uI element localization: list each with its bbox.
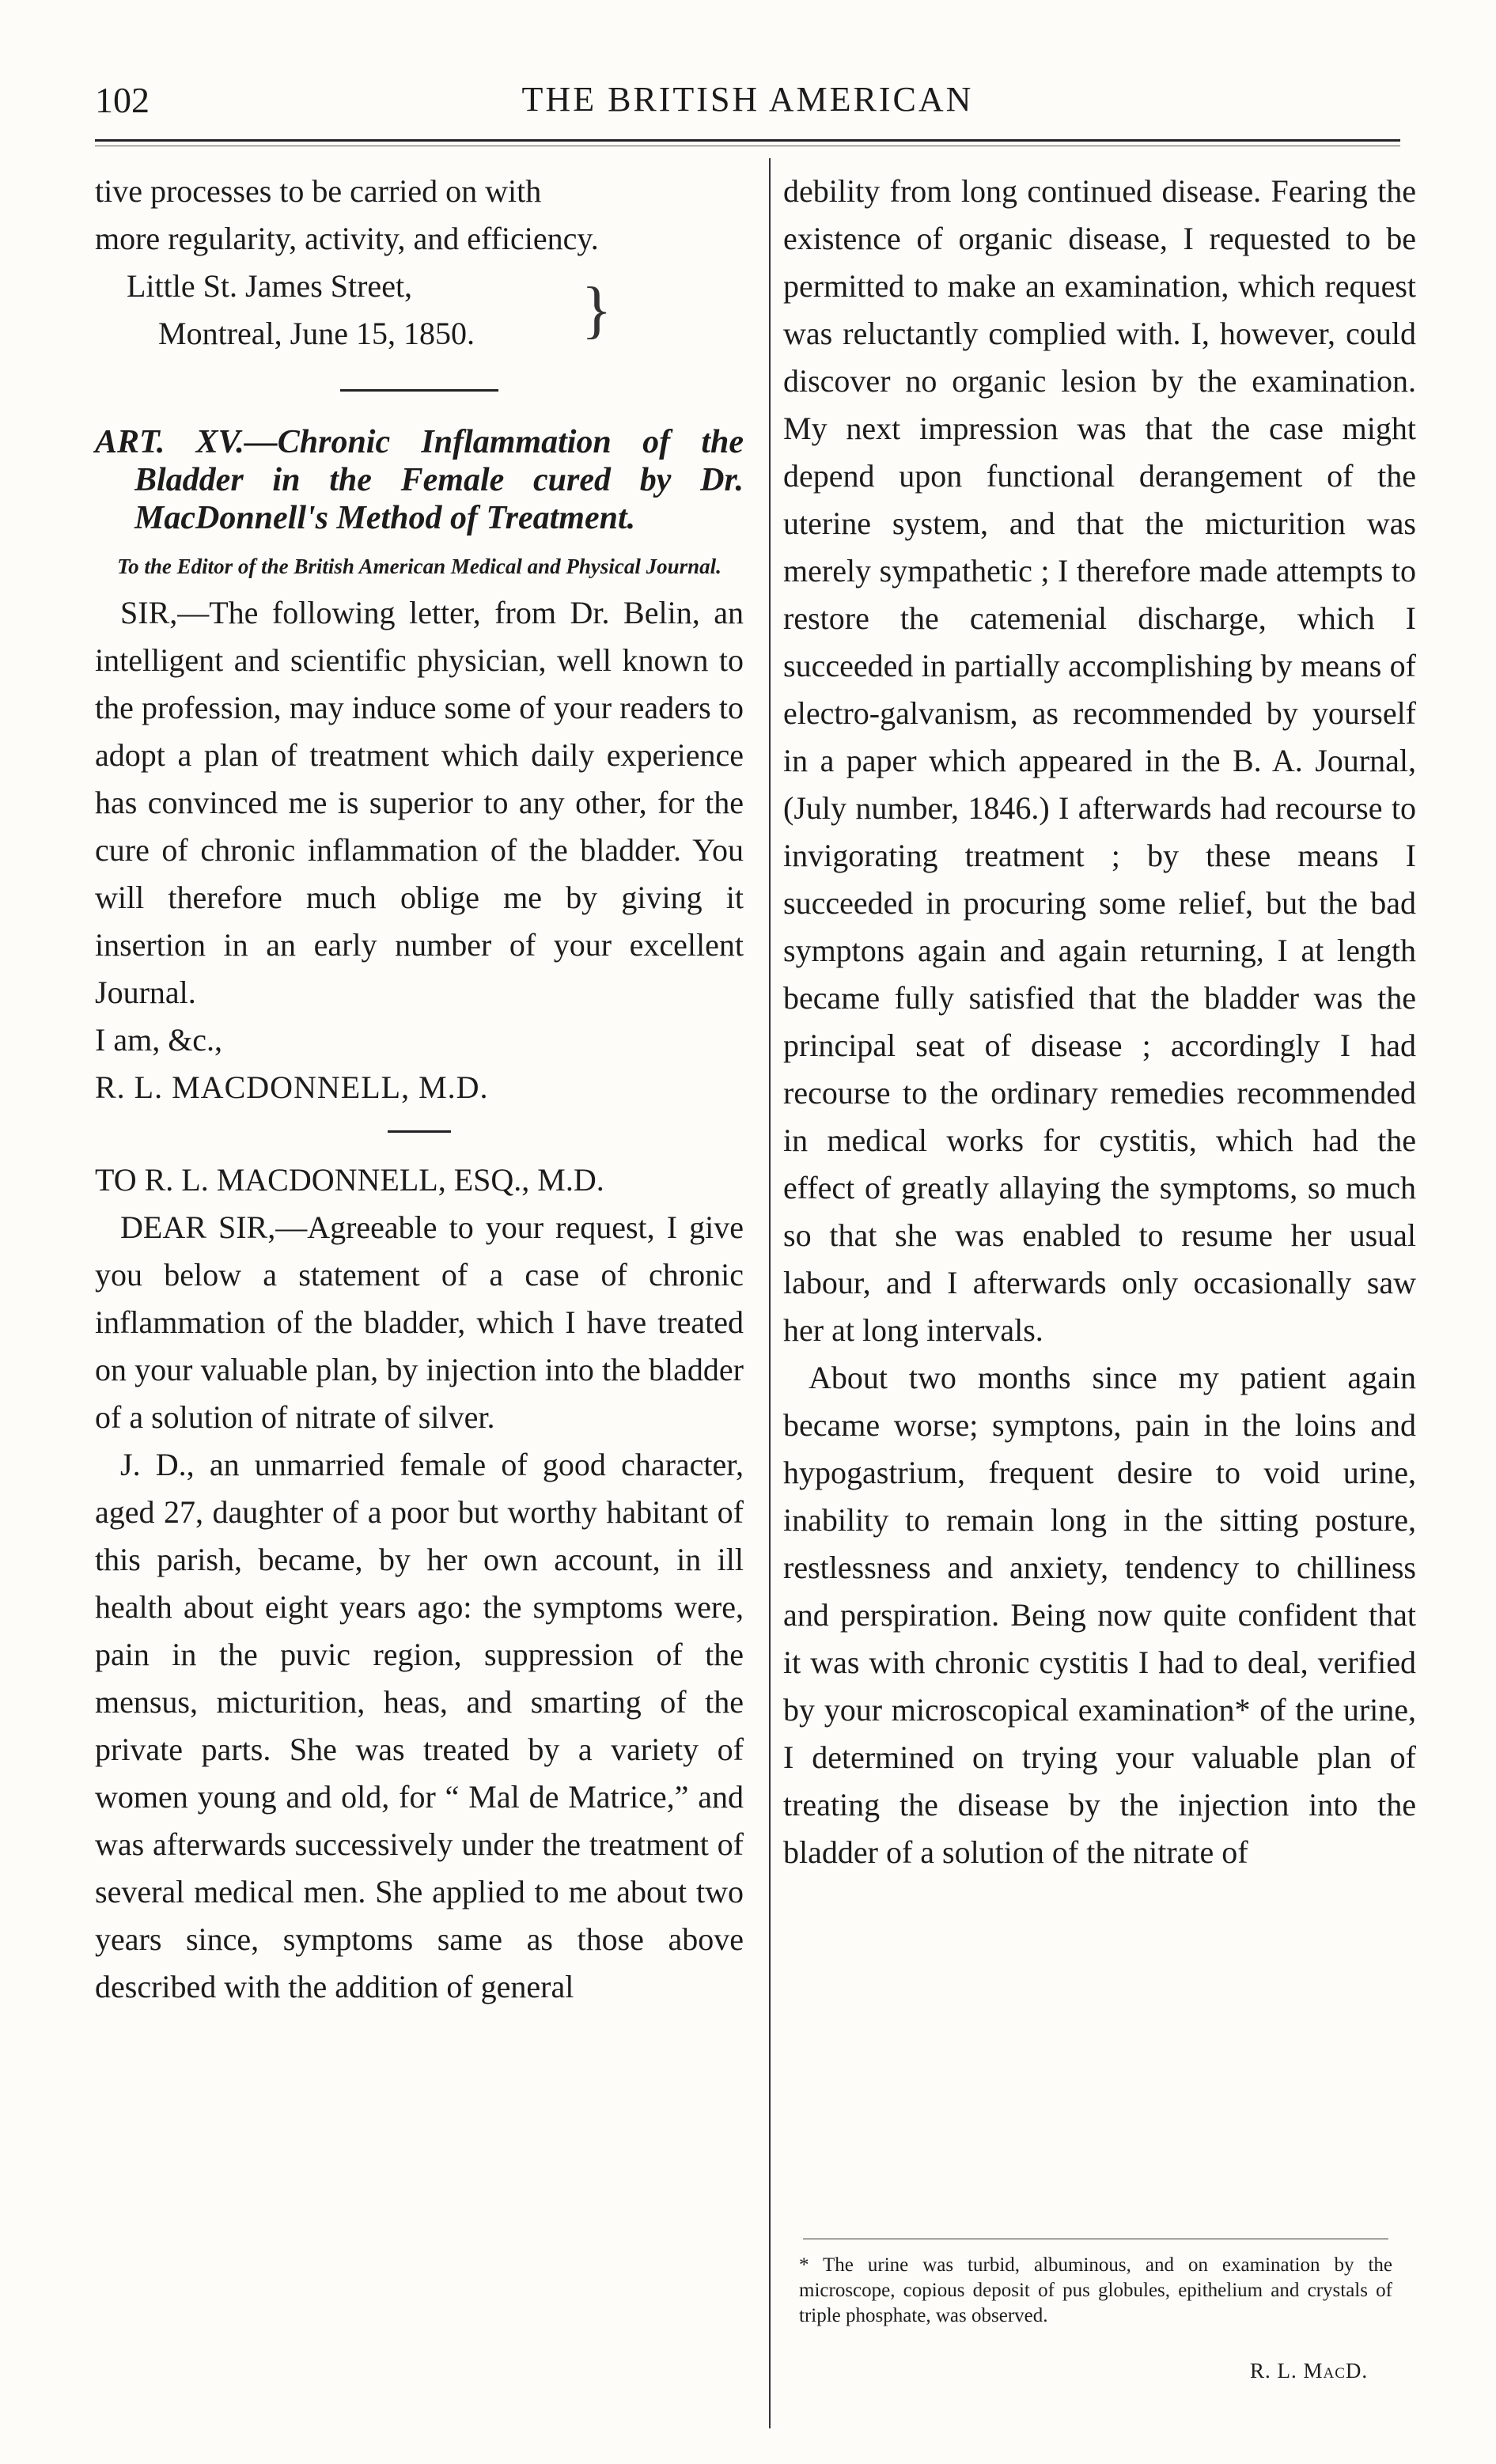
section-rule [340, 389, 498, 392]
letter-separator-rule [388, 1130, 451, 1133]
letter-1-signoff: I am, &c., [95, 1022, 223, 1058]
page-header [95, 79, 1400, 127]
letter-1-body: SIR,—The following letter, from Dr. Belin, an intelligent and scientific physician, well known to the profession, may induce some of your readers to adopt a plan of treatment which daily experience has convinced me is superior to any other, for the cure of chronic inflammation of the bladder. You will therefore much oblige me by giving it insertion in an early number of your excellent Journal. [95, 595, 744, 1010]
continued-text-line-1: tive processes to be carried on with [95, 173, 542, 209]
letter-2-paragraph-3: About two months since my patient again became worse; symptons, pain in the loins and hypogastrium, frequent desire to void urine, inability to remain long in the sitting posture, restlessness and anxiety, tendency to chilliness and perspiration. Being now quite confident that it was with chronic cystitis I had to deal, verified by your microscopical examination* of the urine, I determined on trying your valuable plan of treating the disease by the injection into the bladder of a solution of the nitrate of [783, 1360, 1416, 1870]
letter-2-paragraph-2: J. D., an unmarried female of good character, aged 27, daughter of a poor but worthy habitant of this parish, became, by her own account, in ill health about eight years ago: the symptoms were, pain in the puvic region, suppression of the mensus, micturition, heas, and smarting of the private parts. She was treated by a variety of women young and old, for “ Mal de Matrice,” and was afterwards successively under the treatment of several medical men. She applied to me about two years since, symptoms same as those above described with the addition of general [95, 1447, 744, 2004]
letter-2-paragraph-1: DEAR SIR,—Agreeable to your request, I give you below a statement of a case of chronic inflammation of the bladder, which I have treated on your valuable plan, by injection into the bladder of a solution of nitrate of silver. [95, 1209, 744, 1435]
letter-2-addressee: TO R. L. MACDONNELL, ESQ., M.D. [95, 1162, 604, 1198]
dateline [127, 263, 744, 358]
dateline-street: Little St. James Street, [127, 268, 413, 304]
to-editor-line: To the Editor of the British American Medical and Physical Journal. [117, 554, 721, 578]
left-column [95, 168, 744, 2011]
running-head: THE BRITISH AMERICAN [521, 80, 974, 119]
continued-text-line-2: more regularity, activity, and efficiency. [95, 221, 599, 256]
column-divider [769, 158, 771, 2428]
article-title [95, 423, 744, 537]
dateline-brace: } [581, 275, 612, 345]
footnote-signature: R. L. MacD. [1250, 2359, 1369, 2383]
letter-2-paragraph-2-continued: debility from long continued disease. Fearing the existence of organic disease, I requested to be permitted to make an examination, which request was reluctantly complied with. I, however, could discover no organic lesion by the examination. My next impression was that the case might depend upon functional derangement of the uterine system, and that the micturition was merely sympathetic ; I therefore made attempts to restore the catemenial discharge, which I succeeded in partially accomplishing by means of electro-galvanism, as recommended by yourself in a paper which appeared in the B. A. Journal, (July number, 1846.) I afterwards had recourse to invigorating treatment ; by these means I succeeded in procuring some relief, but the bad symptons again and again returning, I at length became fully satisfied that the bladder was the principal seat of disease ; accordingly I had recourse to the ordinary remedies recommended in medical works for cystitis, which had the effect of greatly allaying the symptoms, so much so that she was enabled to resume her usual labour, and I afterwards only occasionally saw her at long intervals. [783, 173, 1416, 1348]
right-column [783, 168, 1416, 1876]
header-rule [95, 139, 1400, 142]
article-title-text: ART. XV.—Chronic Inflammation of the Bladder in the Female cured by Dr. MacDonnell's Method of Treatment. [95, 424, 744, 536]
letter-1-signature: R. L. MACDONNELL, M.D. [95, 1069, 489, 1105]
dateline-date: Montreal, June 15, 1850. [158, 316, 475, 351]
footnote: * The urine was turbid, albuminous, and on examination by the microscope, copious deposit of pus globules, epithelium and crystals of triple phosphate, was observed. [799, 2254, 1392, 2326]
page-number: 102 [95, 80, 150, 120]
